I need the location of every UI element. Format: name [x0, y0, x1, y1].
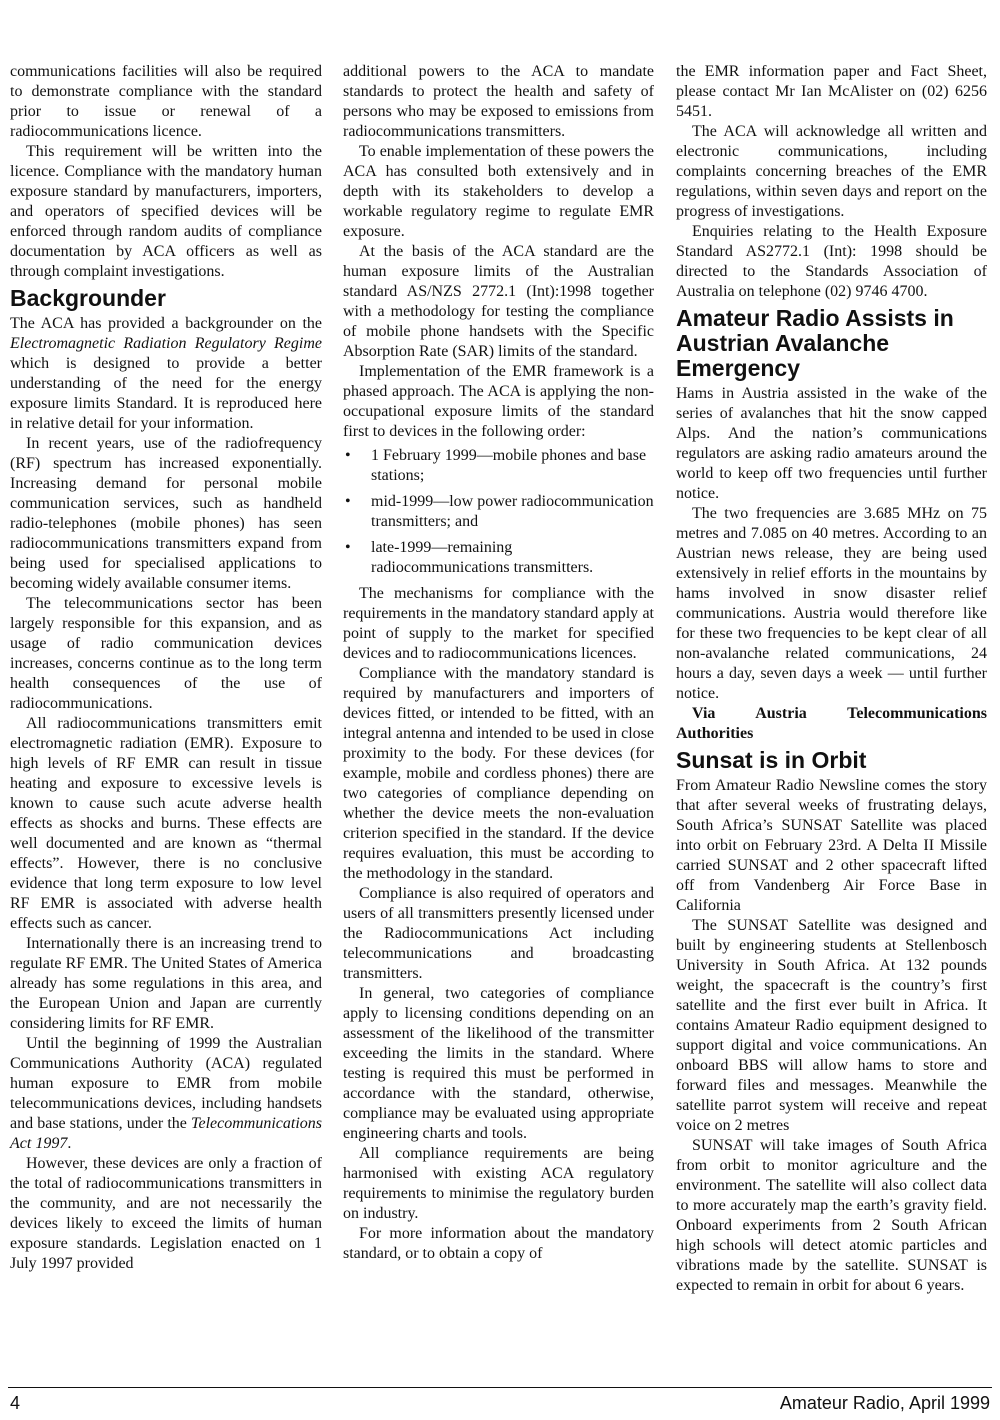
- paragraph: The ACA will acknowledge all written and electronic communications, including complaints concerning breaches of the EMR regulations, within seven days and report on the progress of investigations.: [676, 123, 987, 220]
- paragraph: communications facilities will also be required to demonstrate compliance with the standard prior to issue or renewal of a radiocommunications licence.: [10, 63, 322, 140]
- text-run: .: [67, 1135, 72, 1152]
- paragraph: In recent years, use of the radiofrequency (RF) spectrum has increased exponentially. Increasing demand for personal mobile communication services, such as handheld radio-telephones (mobile phones) has seen radiocommunications transmitters expand from being used for specialised applications to becoming widely available consumer items.: [10, 435, 322, 592]
- running-footer-title: Amateur Radio, April 1999: [779, 1393, 990, 1413]
- page-number: 4: [10, 1393, 21, 1413]
- article-column-2: [343, 62, 654, 1264]
- paragraph: SUNSAT will take images of South Africa from orbit to monitor agriculture and the environment. The satellite will also collect data to more accurately map the earth’s gravity field. Onboard experiments from 2 South African high schools will detect atomic particles and vibrations made by the satellite. SUNSAT is expected to remain in orbit for about 6 years.: [676, 1137, 987, 1294]
- text-run: which is designed to provide a better understanding of the need for the energy exposure limits Standard. It is reproduced here in relative detail for your information.: [10, 355, 322, 432]
- paragraph: Enquiries relating to the Health Exposure Standard AS2772.1 (Int): 1998 should be directed to the Standards Association of Australia on telephone (02) 9746 4700.: [676, 223, 987, 300]
- list-item-text: mid-1999—low power radiocommunication transmitters; and: [371, 493, 654, 530]
- paragraph: [10, 1034, 322, 1154]
- publication-title: Electromagnetic Radiation Regulatory Regime: [10, 335, 322, 352]
- paragraph: At the basis of the ACA standard are the human exposure limits of the Australian standard AS/NZS 2772.1 (Int):1998 together with a methodology for testing the compliance of mobile phone handsets with the Specific Absorption Rate (SAR) limits of the standard.: [343, 243, 654, 360]
- paragraph: This requirement will be written into the licence. Compliance with the mandatory human exposure standard by manufacturers, importers, and operators of specified devices will be enforced through random audits of compliance documentation by ACA officers as well as through complaint investigations.: [10, 143, 322, 280]
- paragraph: [10, 314, 322, 434]
- act-title: Telecommunications Act 1997: [10, 1115, 322, 1152]
- paragraph: The two frequencies are 3.685 MHz on 75 metres and 7.085 on 40 metres. According to an Austrian news release, they are being used extensively in relief efforts in the mountains by hams involved in snow disaster relief communications. Austria would therefore like for these two frequencies to be kept clear of all non-avalanche related communications, 24 hours a day, seven days a week — until further notice.: [676, 505, 987, 702]
- paragraph: For more information about the mandatory standard, or to obtain a copy of: [343, 1225, 654, 1262]
- section-heading-backgrounder: Backgrounder: [10, 285, 166, 311]
- bullet-icon: •: [345, 493, 351, 510]
- list-item-text: 1 February 1999—mobile phones and base stations;: [371, 447, 647, 484]
- paragraph: Hams in Austria assisted in the wake of the series of avalanches that hit the snow capped Alps. And the nation’s communications regulators are asking radio amateurs around the world to keep off two frequencies until further notice.: [676, 385, 987, 502]
- source-byline: Via Austria Telecommunications Authorities: [676, 705, 987, 742]
- list-item: [343, 446, 654, 486]
- list-item: [343, 492, 654, 532]
- footer-divider: [8, 1387, 992, 1388]
- paragraph: The SUNSAT Satellite was designed and built by engineering students at Stellenbosch University in South Africa. At 132 pounds weight, the spacecraft is the country’s first satellite and the first ever built in Africa. It contains Amateur Radio equipment designed to support digital and voice communications. An onboard BBS will allow hams to store and forward files and messages. Meanwhile the satellite parrot system will receive and repeat voice on 2 metres: [676, 917, 987, 1134]
- bullet-icon: •: [345, 539, 351, 556]
- paragraph: the EMR information paper and Fact Sheet, please contact Mr Ian McAlister on (02) 6256 5451.: [676, 63, 987, 120]
- paragraph: All radiocommunications transmitters emit electromagnetic radiation (EMR). Exposure to high levels of RF EMR can result in tissue heating and exposure to excessive levels is known to cause such acute adverse health effects as shocks and burns. These effects are well documented and are known as “thermal effects”. However, there is no conclusive evidence that long term exposure to low level RF EMR is associated with adverse health effects such as cancer.: [10, 715, 322, 932]
- paragraph: The mechanisms for compliance with the requirements in the mandatory standard apply at point of supply to the market for specified devices and to radiocommunications licences.: [343, 585, 654, 662]
- paragraph: Compliance is also required of operators and users of all transmitters presently licensed under the Radiocommunications Act including telecommunications and broadcasting transmitters.: [343, 885, 654, 982]
- section-heading-sunsat: Sunsat is in Orbit: [676, 747, 867, 773]
- paragraph: Compliance with the mandatory standard is required by manufacturers and importers of devices fitted, or intended to be fitted, with an integral antenna and intended to be used in close proximity to the body. For these devices (for example, mobile and cordless phones) there are two categories of compliance depending on whether the device meets the non-evaluation criterion specified in the standard. If the device requires evaluation, this must be according to the methodology in the standard.: [343, 665, 655, 882]
- paragraph: Implementation of the EMR framework is a phased approach. The ACA is applying the non-occupational exposure limits of the standard first to devices in the following order:: [343, 363, 654, 440]
- paragraph: Internationally there is an increasing trend to regulate RF EMR. The United States of America already has some regulations in this area, and the European Union and Japan are currently considering limits for RF EMR.: [10, 935, 322, 1032]
- article-column-1: [10, 62, 322, 1274]
- text-run: Until the beginning of 1999 the Australian Communications Authority (ACA) regulated human exposure to EMR from mobile telecommunications devices, including handsets and base stations, under the: [10, 1035, 322, 1132]
- paragraph: To enable implementation of these powers the ACA has consulted both extensively and in depth with its stakeholders to develop a workable regulatory regime to regulate EMR exposure.: [343, 143, 654, 240]
- article-column-3: [676, 62, 987, 1296]
- rollout-list: [343, 446, 654, 578]
- text-run: The ACA has provided a backgrounder on the: [10, 315, 322, 332]
- paragraph: In general, two categories of compliance apply to licensing conditions depending on an assessment of the likelihood of the transmitter exceeding the limits in the standard. Where testing is required this must be performed in accordance with the standard, otherwise, compliance may be evaluated using appropriate engineering charts and tools.: [343, 985, 654, 1142]
- section-heading-avalanche: Amateur Radio Assists in Austrian Avalanche Emergency: [676, 305, 954, 381]
- paragraph: However, these devices are only a fraction of the total of radiocommunications transmitters in the community, and are not necessarily the devices likely to exceed the limits of human exposure standards. Legislation enacted on 1 July 1997 provided: [10, 1155, 322, 1272]
- bullet-icon: •: [345, 447, 351, 464]
- list-item: [343, 538, 654, 578]
- paragraph: The telecommunications sector has been largely responsible for this expansion, and as usage of radio communication devices increases, concerns continue as to the long term health consequences of the use of radiocommunications.: [10, 595, 322, 712]
- paragraph: All compliance requirements are being harmonised with existing ACA regulatory requirements to minimise the regulatory burden on industry.: [343, 1145, 654, 1222]
- list-item-text: late-1999—remaining radiocommunications transmitters.: [371, 539, 594, 576]
- paragraph: From Amateur Radio Newsline comes the story that after several weeks of frustrating delays, South Africa’s SUNSAT Satellite was placed into orbit on February 23rd. A Delta II Missile carried SUNSAT and 2 other spacecraft lifted off from Vandenberg Air Force Base in California: [676, 777, 987, 914]
- paragraph: additional powers to the ACA to mandate standards to protect the health and safety of persons who may be exposed to emissions from radiocommunications transmitters.: [343, 63, 654, 140]
